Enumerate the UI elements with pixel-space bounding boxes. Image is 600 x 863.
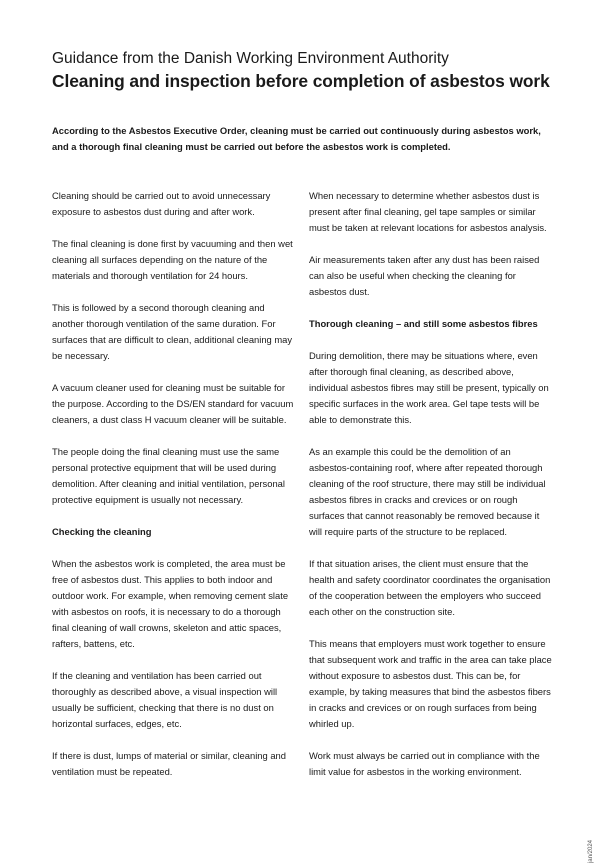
left-paragraph-5: The people doing the final cleaning must use the same personal protective equipment that will be used during demolition. After cleaning and initial ventilation, personal protective equipment is usually not necessary. <box>52 446 285 505</box>
left-paragraph-2: The final cleaning is done first by vacuuming and then wet cleaning all surfaces depending on the nature of the materials and thorough ventilation for 24 hours. <box>52 238 293 281</box>
left-paragraph-1: Cleaning should be carried out to avoid unnecessary exposure to asbestos dust during and after work. <box>52 190 271 217</box>
left-paragraph-8: If there is dust, lumps of material or similar, cleaning and ventilation must be repeated. <box>52 750 286 777</box>
right-paragraph-4: As an example this could be the demolition of an asbestos-containing roof, where after repeated thorough cleaning of the roof structure, there may still be individual asbestos fibres in cracks and crevices or on rough surfaces that cannot reasonably be removed because it will require parts of the structure to be replaced. <box>309 446 546 537</box>
right-paragraph-1: When necessary to determine whether asbestos dust is present after final cleaning, gel tape samples or similar must be taken at relevant locations for asbestos analysis. <box>309 190 547 233</box>
section-heading-checking: Checking the cleaning <box>52 526 152 537</box>
right-paragraph-5: If that situation arises, the client must ensure that the health and safety coordinator coordinates the organisation of the cooperation between the employers who succeed each other on the construction site. <box>309 558 551 617</box>
document-subtitle: Guidance from the Danish Working Environment Authority <box>52 50 449 67</box>
left-paragraph-7: If the cleaning and ventilation has been carried out thoroughly as described above, a visual inspection will usually be sufficient, checking that there is no dust on horizontal surfaces, edges, etc. <box>52 670 278 729</box>
left-column <box>52 188 295 796</box>
right-paragraph-7: Work must always be carried out in compliance with the limit value for asbestos in the working environment. <box>309 750 540 777</box>
left-paragraph-6: When the asbestos work is completed, the area must be free of asbestos dust. This applies to both indoor and outdoor work. For example, when removing cement slate with asbestos on roofs, it is necessary to do a thorough final cleaning of wall crowns, skeleton and attic spaces, rafters, battens, etc. <box>52 558 289 649</box>
lead-paragraph: According to the Asbestos Executive Order, cleaning must be carried out continuously during asbestos work, and a thorough final cleaning must be carried out before the asbestos work is completed. <box>52 125 541 152</box>
right-column <box>309 188 552 796</box>
footer-date: jan/2024 <box>588 840 594 863</box>
right-paragraph-3: During demolition, there may be situations where, even after thorough final cleaning, as described above, individual asbestos fibres may still be present, typically on specific surfaces in the work area. Gel tape tests will be able to demonstrate this. <box>309 350 549 425</box>
document-title: Cleaning and inspection before completion of asbestos work <box>52 71 550 91</box>
section-heading-thorough-cleaning: Thorough cleaning – and still some asbestos fibres <box>309 318 538 329</box>
document-header <box>52 49 572 93</box>
left-paragraph-3: This is followed by a second thorough cleaning and another thorough ventilation of the same duration. For surfaces that are difficult to clean, additional cleaning may be necessary. <box>52 302 293 361</box>
right-paragraph-6: This means that employers must work together to ensure that subsequent work and traffic in the area can take place without exposure to asbestos dust. This can be, for example, by taking measures that bind the asbestos fibers in cracks and crevices or on rough surfaces from being whirled up. <box>309 638 552 729</box>
right-paragraph-2: Air measurements taken after any dust has been raised can also be useful when checking the cleaning for asbestos dust. <box>309 254 540 297</box>
left-paragraph-4: A vacuum cleaner used for cleaning must be suitable for the purpose. According to the DS/EN standard for vacuum cleaners, a dust class H vacuum cleaner will be suitable. <box>52 382 294 425</box>
